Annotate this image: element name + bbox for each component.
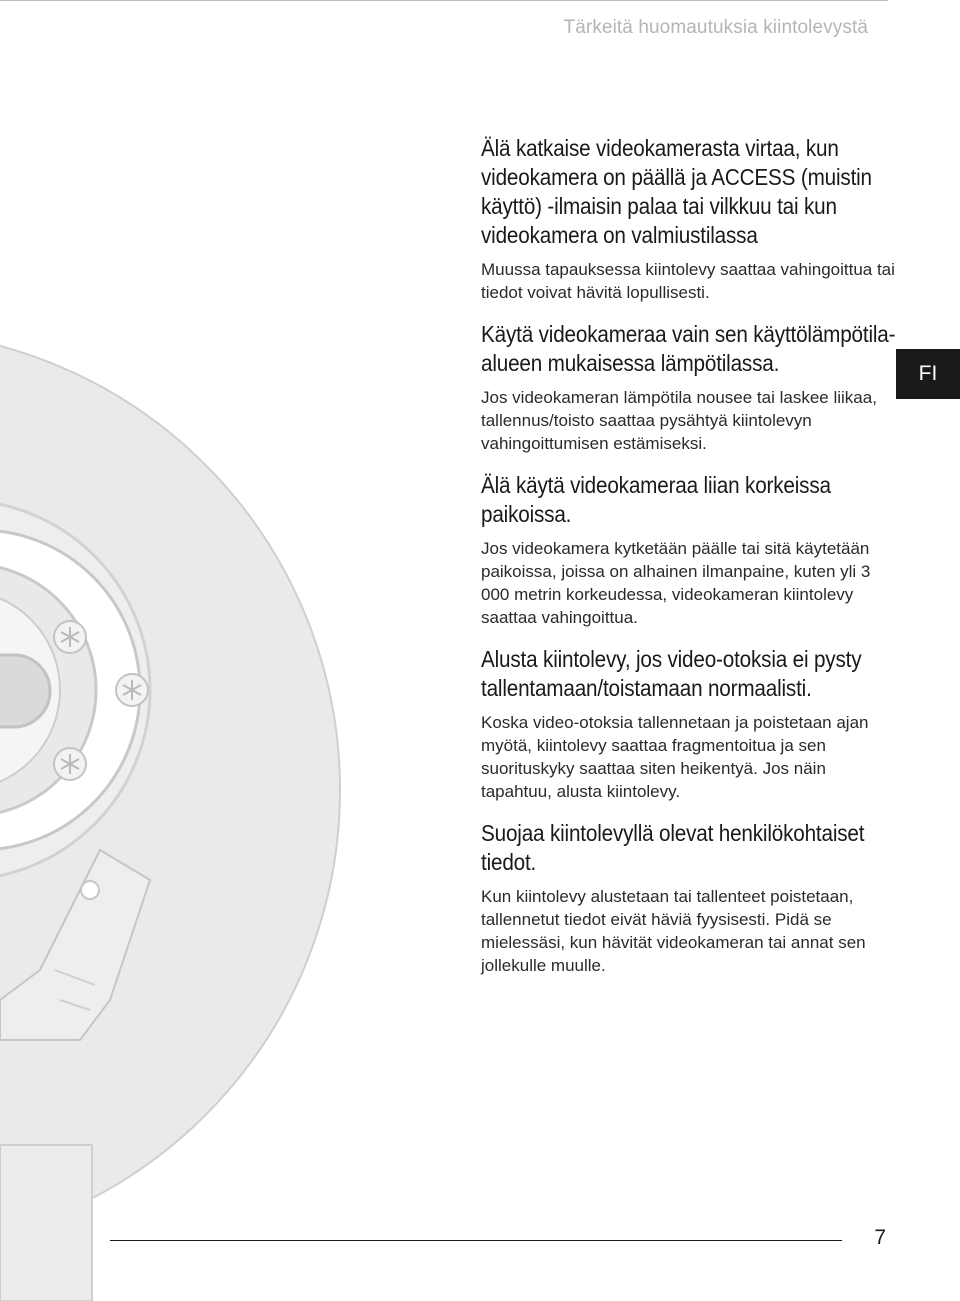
section-body: Jos videokamera kytketään päälle tai sitä käytetään paikoissa, joissa on alhainen ilmanpaine, kuten yli 3 000 metrin korkeudessa, videokameran kiintolevy saattaa vahingoittua. bbox=[481, 539, 871, 627]
section-body: Muussa tapauksessa kiintolevy saattaa vahingoittua tai tiedot voivat hävitä lopullisesti. bbox=[481, 260, 895, 302]
section-altitude bbox=[481, 471, 901, 629]
section-heading: Älä katkaise videokamerasta virtaa, kun videokamera on päällä ja ACCESS (muistin käyttö) -ilmaisin palaa tai vilkkuu tai kun videokamera on valmiustilassa bbox=[481, 135, 872, 248]
running-header: Tärkeitä huomautuksia kiintolevystä bbox=[563, 17, 868, 38]
section-heading: Älä käytä videokameraa liian korkeissa paikoissa. bbox=[481, 472, 831, 527]
section-temperature bbox=[481, 320, 901, 455]
section-format bbox=[481, 645, 901, 803]
page-number: 7 bbox=[874, 1226, 886, 1249]
section-power-off bbox=[481, 134, 901, 304]
section-heading: Käytä videokameraa vain sen käyttölämpötila-alueen mukaisessa lämpötilassa. bbox=[481, 321, 896, 376]
section-heading: Alusta kiintolevy, jos video-otoksia ei pysty tallentamaan/toistamaan normaalisti. bbox=[481, 646, 862, 701]
section-personal-data bbox=[481, 819, 901, 977]
footer-rule bbox=[110, 1240, 842, 1241]
section-body: Jos videokameran lämpötila nousee tai laskee liikaa, tallennus/toisto saattaa pysähtyä kiintolevyn vahingoittumisen estämiseksi. bbox=[481, 388, 877, 453]
section-body: Koska video-otoksia tallennetaan ja poistetaan ajan myötä, kiintolevy saattaa fragmentoitua ja sen suorituskyky saattaa siten heikentyä. Jos näin tapahtuu, alusta kiintolevy. bbox=[481, 713, 869, 801]
language-tab: FI bbox=[896, 349, 960, 399]
section-heading: Suojaa kiintolevyllä olevat henkilökohtaiset tiedot. bbox=[481, 820, 865, 875]
section-body: Kun kiintolevy alustetaan tai tallenteet poistetaan, tallennetut tiedot eivät häviä fyysisesti. Pidä se mielessäsi, kun hävität videokameran tai annat sen jollekulle muulle. bbox=[481, 887, 866, 975]
content-column bbox=[481, 134, 901, 977]
